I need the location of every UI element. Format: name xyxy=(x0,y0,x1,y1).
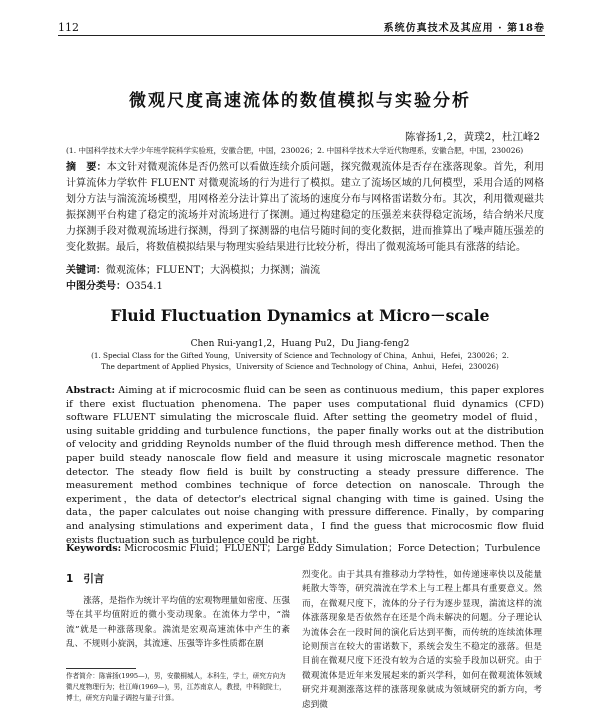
keywords-cn-label: 关键词： xyxy=(66,265,106,276)
authors-chinese: 陈睿扬1,2，黄璞2，杜江峰2 xyxy=(404,131,540,143)
abstract-cn-text: 本文针对微观流体是否仍然可以看做连续介质问题，探究微观流体是否存在涨落现象。首先，利用计算流体力学软件 FLUENT 对微观流场的行为进行了模拟。建立了流场区域的几何模型，采用合适的网格划分方法与湍流流场模型，用网格差分法计算出了流场的速度分布与网格雷诺数分布。其次，利用微观磁共振探测平台构建了稳定的流场并对流场进行了探测。通过构建稳定的压强差来获得稳定流场，结合纳米尺度力探测手段对微观流场进行探测，得到了探测器的电信号随时间的变化数据，进而推算出了噪声随压强差的变化数据。最后，将数值模拟结果与物理实验结果进行比较分析，得出了微观流场可能具有涨落的结论。 xyxy=(66,162,545,253)
header-rule xyxy=(58,35,545,36)
intro-paragraph: 涨落，是指作为统计平均值的宏观物理量如密度、压强等在其平均值附近的微小变动现象。在流体力学中，“湍流”就是一种涨落现象。湍流是宏观高速流体中产生的紊乱、不规则小旋涡，其流速、压强等许多性质都在剧 xyxy=(66,596,290,650)
classification-text: O354.1 xyxy=(126,281,163,292)
abstract-en-label: Abstract: xyxy=(66,385,116,396)
keywords-english xyxy=(66,540,544,554)
authors-english: Chen Rui-yang1,2，Huang Pu2，Du Jiang-feng2 xyxy=(190,339,410,349)
section-number: 1 xyxy=(66,573,74,585)
affiliation-english: (1. Special Class for the Gifted Young，University of Science and Technology of China，Anhui，Hefei，230026；2. The department of Applied Physics，University of Science and Technology of China，Anhui，Hefei，230026) xyxy=(91,351,509,371)
keywords-en-label: Keywords: xyxy=(66,543,122,554)
keywords-en-text: Microcosmic Fluid；FLUENT；Large Eddy Simulation；Force Detection；Turbulence xyxy=(124,543,541,554)
footnote-rule xyxy=(66,668,136,669)
abstract-english xyxy=(66,384,544,547)
author-footnote: 作者简介：陈睿扬(1995—)，男，安徽桐城人，本科生，学士，研究方向为微尺度物理行为；杜江峰(1969—)，男，江苏南京人，教授，中科院院士，博士，研究方向量子调控与量子计算。 xyxy=(66,672,286,702)
abstract-chinese xyxy=(66,160,544,256)
section-heading xyxy=(66,571,290,586)
left-column xyxy=(66,571,290,652)
right-column-text: 烈变化。由于其具有推移动力学特性，如传递速率快以及能量耗散大等等，研究湍流在学术上与工程上都具有重要意义。然而，在微观尺度下，流体的分子行为逐步显现，湍流这样的流体涨落现象是否依然存在还是个尚未解决的问题。分子理论认为流体会在一段时间的演化后达到平衡，而传统的连续流体理论则预言在较大的雷诺数下，系统会发生不稳定的涨落。但是目前在微观尺度下还没有较为合适的实验手段加以研究。由于微观流体是近年来发展起来的新兴学科，如何在微观流体领域研究并观测涨落这样的涨落现象就成为领域研究的新方向，考虑到微 xyxy=(302,570,542,710)
title-english: Fluid Fluctuation Dynamics at Micro－scale xyxy=(110,306,490,325)
keywords-cn-text: 微观流体；FLUENT；大涡模拟；力探测；湍流 xyxy=(106,265,321,276)
classification-number xyxy=(66,277,544,292)
section-title: 引言 xyxy=(83,573,105,585)
page-number: 112 xyxy=(58,21,79,34)
keywords-chinese xyxy=(66,261,544,276)
classification-label: 中图分类号： xyxy=(66,281,126,292)
affiliation-chinese: (1. 中国科学技术大学少年班学院科学实验班，安徽合肥，中国，230026；2. 中国科学技术大学近代物理系，安徽合肥，中国，230026) xyxy=(66,146,524,155)
title-chinese: 微观尺度高速流体的数值模拟与实验分析 xyxy=(129,91,471,111)
journal-name: 系统仿真技术及其应用 · 第18卷 xyxy=(383,23,545,34)
abstract-cn-label: 摘 要： xyxy=(66,162,107,173)
running-header xyxy=(58,18,545,34)
abstract-en-text: Aiming at if microcosmic fluid can be seen as continuous medium，this paper explores if there exist fluctuation phenomena. The paper uses computational fluid dynamics (CFD) software FLUENT simulating the microscale fluid. After setting the geometry model of fluid，using suitable gridding and turbulence functions，the paper finally works out at the distribution of velocity and gridding Reynolds number of the fluid through mesh difference method. Then the paper build steady nanoscale flow field and measure it using microscale magnetic resonator detector. The steady flow field is built by constructing a steady pressure difference. The measurement method combines technique of force detection on nanoscale. Through the experiment，the data of detector's electrical signal changing with time is gained. Using the data，the paper calculates out noise changing with pressure difference. Finally，by comparing and analysing stimulations and experiment data，I find the guess that microcosmic flow fluid exists fluctuation such as turbulence could be right. xyxy=(66,385,544,546)
